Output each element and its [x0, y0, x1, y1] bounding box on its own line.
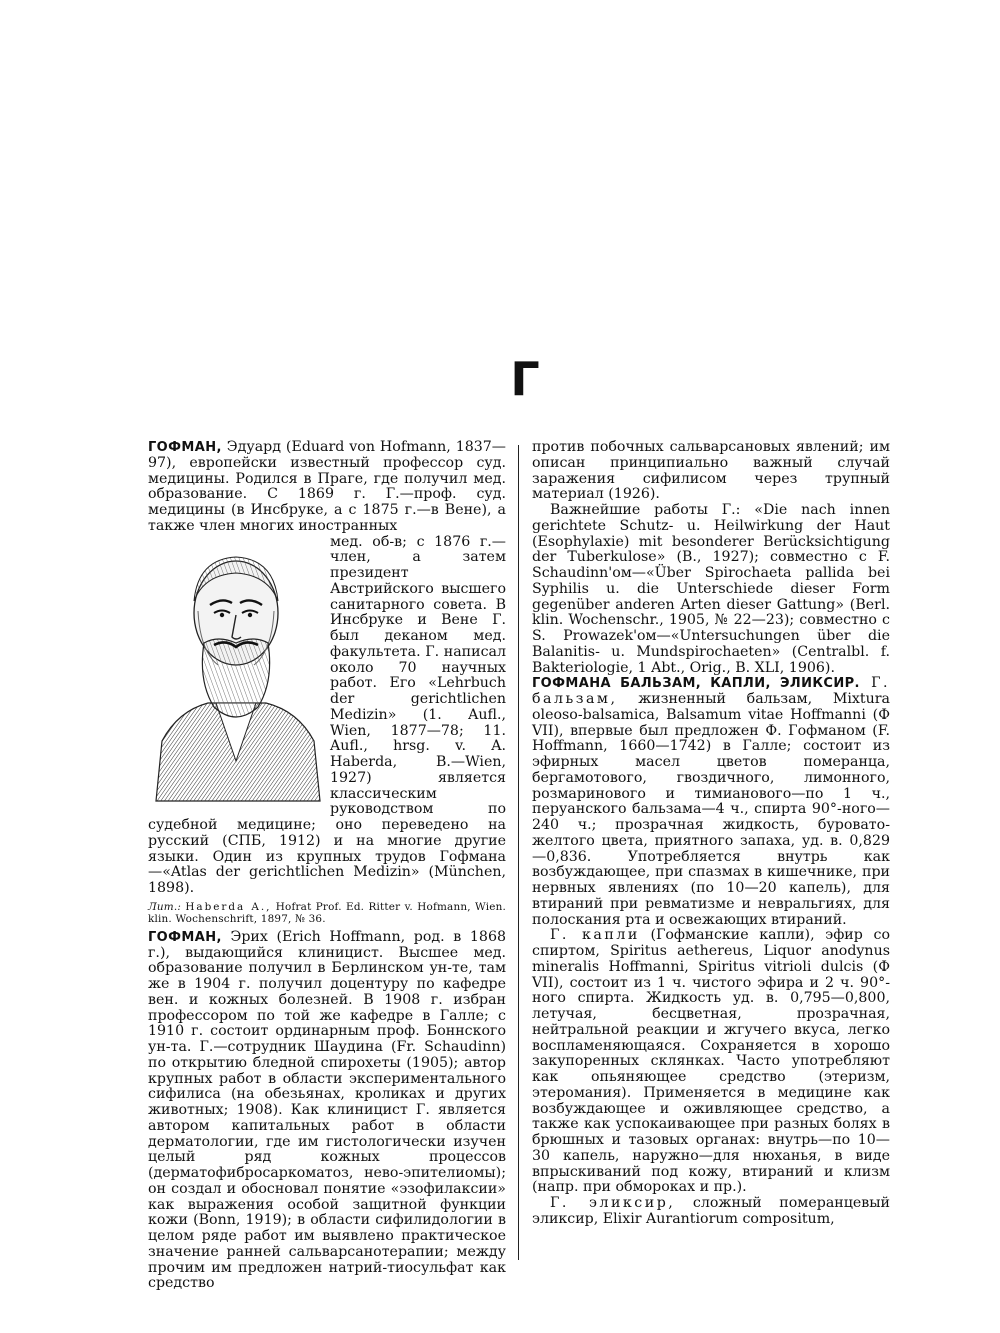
column-divider	[518, 445, 519, 1260]
literature-text: Hofrat Prof. Ed. Ritter v. Hofmann, Wien. klin. Wochenschrift, 1897, № 36.	[148, 900, 506, 925]
entry-text: жизненный бальзам, Mixtura oleoso-balsamica, Balsamum vitae Hoffmanni (Ф VII), впервые был предложен Ф. Гофманом (F. Hoffmann, 1660—1742) в Галле; состоит из эфирных масел цветов померанца, бергамотового, гвоздичного, лимонного, розмаринового и тимианового—по 1 ч., перуанского бальзама—4 ч., спирта 90°-ного—240 ч.; прозрачная жидкость, буровато-желтого цвета, приятного запаха, уд. в. 0,829—0,836. Употребляется внутрь как возбуждающее, при спазмах в кишечнике, при нервных явлениях (по 10—20 капель), для втираний при ревматизме и невральгиях, для полоскания рта и освежающих втираний.	[532, 691, 890, 928]
paragraph-text: (Гофманские капли), эфир со спиртом, Spiritus aethereus, Liquor anodynus mineralis Hoffmanni, Spiritus vitrioli dulcis (Ф VII), состоит из 1 ч. чистого эфира и 2 ч. 90°-ного спирта. Жидкость уд. в. 0,795—0,800, летучая, бесцветная, прозрачная, нейтральной реакции и жгучего вкуса, легко воспламеняющаяся. Сохраняется в хорошо закупоренных склянках. Часто употребляют как опьяняющее средство (этеризм, этеромания). Применяется в медицине как возбуждающее и оживляющее средство, а также как успокаивающее при разных болях в брюшных и тазовых органах: внутрь—по 10—30 капель, наружно—для нюханья, в виде впрыскиваний под кожу, втираний и клизм (напр. при обмороках и пр.).	[532, 927, 890, 1196]
entry-heading: ГОФМАНА БАЛЬЗАМ, КАПЛИ, ЭЛИКСИР.	[532, 676, 860, 692]
paragraph-drops	[532, 928, 890, 1196]
paragraph-works: Важнейшие работы Г.: «Die nach innen gerichtete Schutz- u. Heilwirkung der Haut (Esophylaxie) mit besonderer Berücksichtigung der Tuberkulose» (B., 1927); совместно с F. Schaudinn'ом—«Über Spirochaeta pallida bei Syphilis u. die Unterschiede dieser Form gegenüber anderen Arten dieser Gattung» (Berl. klin. Wochenschr., 1905, № 22—23); совместно с S. Prowazek'ом—«Untersuchungen über die Balanitis- u. Mundspirochaeten» (Centralbl. f. Bakteriologie, 1 Abt., Orig., B. XLI, 1906).	[532, 502, 890, 676]
paragraph-continuation: против побочных сальварсановых явлений; им описан принципиально важный случай заражения сифилисом через трупный материал (1926).	[532, 439, 890, 503]
entry-hofmann-erich	[148, 930, 506, 1292]
paragraph-text: сложный померанцевый эликсир, Elixir Aurantiorum compositum,	[532, 1195, 890, 1227]
entry-hofmann-balsam	[532, 676, 890, 928]
section-letter: Г	[510, 352, 540, 406]
term-drops: Г. капли	[550, 927, 640, 944]
entry-text: Эдуард (Eduard von Hofmann, 1837—97), европейски известный профессор суд. медицины. Родился в Праге, где получил мед. образование. С 1869 г. Г.—проф. суд. медицины (в Инсбруке, а с 1875 г.—в Вене), а также член многих иностранных	[148, 439, 506, 534]
literature-author: Haberda A.,	[185, 900, 272, 913]
portrait-eduard-hofmann	[148, 531, 324, 806]
paragraph-elixir	[532, 1196, 890, 1228]
entry-heading: ГОФМАН,	[148, 440, 222, 455]
entry-heading: ГОФМАН,	[148, 929, 222, 945]
entry-hofmann-eduard-continued	[148, 535, 506, 897]
right-column	[532, 440, 890, 1228]
portrait-engraving-image	[148, 531, 324, 806]
left-column	[148, 440, 506, 1292]
entry-text-wrapped: мед. об-в; с 1876 г.—член, а затем президент Австрийского высшего санитарного совета. В Инсбруке и Вене Г. был деканом мед. факультета. Г. написал около 70 научных работ. Его «Lehrbuch der gerichtlichen Medizin» (1. Aufl., Wien, 1877—78; 11. Aufl., hrsg. v. A. Haberda, B.—Wien, 1927) является классическим руководством по судебной медицине; оно переведено на русский (СПБ, 1912) и на многие другие языки. Один из крупных трудов Гофмана—«Atlas der gerichtlichen Medizin» (München, 1898).	[148, 533, 506, 896]
literature-label: Лит.:	[148, 900, 182, 913]
entry-hofmann-eduard	[148, 440, 506, 535]
term-balsam: Г. бальзам,	[532, 675, 890, 707]
term-elixir: Г. эликсир,	[550, 1195, 676, 1211]
literature-reference	[148, 901, 506, 925]
entry-text: Эрих (Erich Hoffmann, род. в 1868 г.), выдающийся клиницист. Высшее мед. образование получил в Берлинском ун-те, там же в 1904 г. получил доцентуру по кафедре вен. и кожных болезней. В 1908 г. избран профессором по той же кафедре в Галле; с 1910 г. состоит ординарным проф. Боннского ун-та. Г.—сотрудник Шаудина (Fr. Schaudinn) по открытию бледной спирохеты (1905); автор крупных работ в области экспериментального сифилиса (на обезьянах, кроликах и других животных; 1908). Как клиницист Г. является автором капитальных работ в области дерматологии, где им гистологически изучен целый ряд кожных процессов (дерматофибросаркоматоз, нево-эпителиомы); он создал и обосновал понятие «эзофилаксии» как выражения особой защитной функции кожи (Bonn, 1919); в области сифилидологии в целом ряде работ им выявлено практическое значение ранней сальварсанотерапии; между прочим им предложен натрий-тиосульфат как средство	[148, 928, 506, 1292]
